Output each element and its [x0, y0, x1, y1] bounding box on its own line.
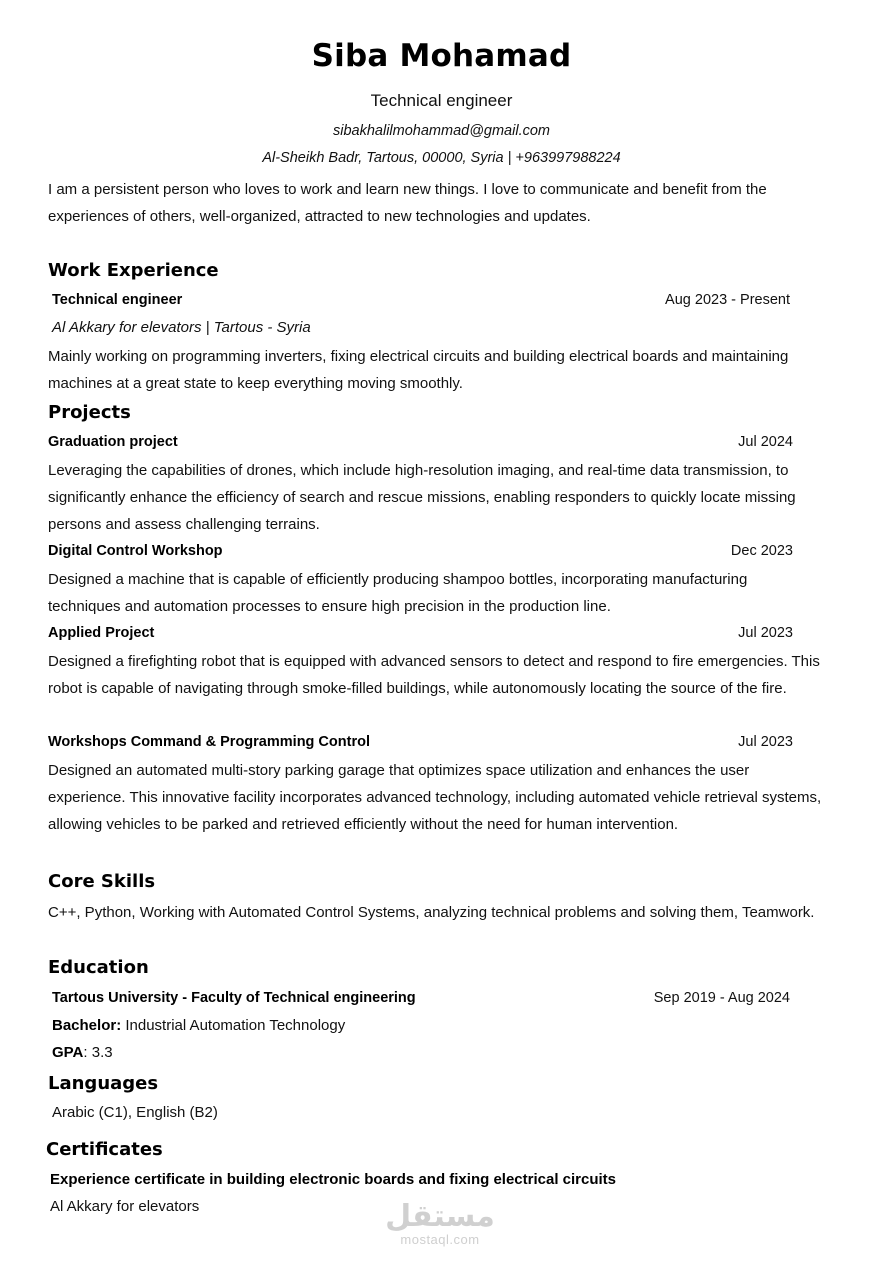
education-entry-header	[52, 990, 790, 1012]
work-entry-title: Technical engineer	[52, 292, 183, 308]
project-title: Graduation project	[48, 434, 178, 450]
project-description: Designed a machine that is capable of efficiently producing shampoo bottles, incorporating manufacturing techniques and automation processes to ensure high precision in the production line.	[48, 571, 748, 615]
project-description: Designed an automated multi-story parking garage that optimizes space utilization and enhances the user experience. This innovative facility incorporates advanced technology, including automated vehicle retrieval systems, allowing vehicles to be parked and retrieved efficiently without the need for human intervention.	[48, 762, 822, 833]
work-experience-heading: Work Experience	[48, 260, 219, 281]
candidate-email: sibakhalilmohammad@gmail.com	[333, 123, 550, 139]
work-entry-description: Mainly working on programming inverters, fixing electrical circuits and building electrical boards and maintaining machines at a great state to keep everything moving smoothly.	[48, 348, 789, 392]
gpa-label: GPA	[52, 1044, 84, 1061]
degree-value: Industrial Automation Technology	[121, 1017, 346, 1034]
core-skills-heading: Core Skills	[48, 871, 156, 892]
certificate-title	[50, 1171, 616, 1188]
project-date: Jul 2023	[738, 625, 793, 641]
project-date: Jul 2023	[738, 734, 793, 750]
certificates-heading: Certificates	[46, 1139, 163, 1160]
education-degree	[52, 1017, 345, 1034]
project-description: Leveraging the capabilities of drones, which include high-resolution imaging, and real-time data transmission, to significantly enhance the efficiency of search and rescue missions, enabling responders to quickly locate missing persons and assess challenging terrains.	[48, 462, 796, 533]
work-entry-date: Aug 2023 - Present	[665, 292, 790, 308]
languages-text: Arabic (C1), English (B2)	[52, 1104, 218, 1121]
languages-heading: Languages	[48, 1073, 159, 1094]
gpa-value: : 3.3	[83, 1044, 113, 1061]
watermark-latin: mostaql.com	[400, 1232, 480, 1247]
candidate-contact: Al-Sheikh Badr, Tartous, 00000, Syria | +963997988224	[262, 150, 621, 166]
work-entry-company: Al Akkary for elevators | Tartous - Syria	[52, 319, 311, 336]
core-skills-text: C++, Python, Working with Automated Control Systems, analyzing technical problems and solving them, Teamwork.	[48, 904, 815, 921]
certificate-issuer: Al Akkary for elevators	[50, 1198, 200, 1215]
candidate-title: Technical engineer	[370, 91, 513, 110]
project-entry-header	[48, 734, 793, 756]
project-date: Jul 2024	[738, 434, 793, 450]
certificate-title-text: Experience certificate in building electronic boards and fixing electrical circuits	[50, 1171, 617, 1188]
degree-label: Bachelor:	[52, 1017, 122, 1034]
projects-heading: Projects	[48, 402, 131, 423]
watermark-arabic: مستقل	[385, 1199, 495, 1234]
project-entry-header	[48, 434, 793, 456]
education-date: Sep 2019 - Aug 2024	[653, 990, 790, 1006]
education-gpa	[52, 1044, 113, 1061]
project-date: Dec 2023	[730, 543, 793, 559]
summary-text: I am a persistent person who loves to work and learn new things. I love to communicate and benefit from the experiences of others, well-organized, attracted to new technologies and updates.	[48, 181, 767, 225]
project-title: Digital Control Workshop	[48, 543, 223, 559]
mostaql-watermark	[385, 1200, 495, 1260]
project-title: Workshops Command & Programming Control	[48, 734, 370, 750]
project-title: Applied Project	[48, 625, 155, 641]
project-entry-header	[48, 625, 793, 647]
education-heading: Education	[48, 957, 149, 978]
education-institution: Tartous University - Faculty of Technical engineering	[52, 990, 416, 1006]
work-entry-header	[52, 292, 790, 314]
project-description: Designed a firefighting robot that is equipped with advanced sensors to detect and respond to fire emergencies. This robot is capable of navigating through smoke-filled buildings, while autonomously locating the source of the fire.	[48, 653, 820, 697]
candidate-name: Siba Mohamad	[311, 38, 572, 74]
project-entry-header	[48, 543, 793, 565]
